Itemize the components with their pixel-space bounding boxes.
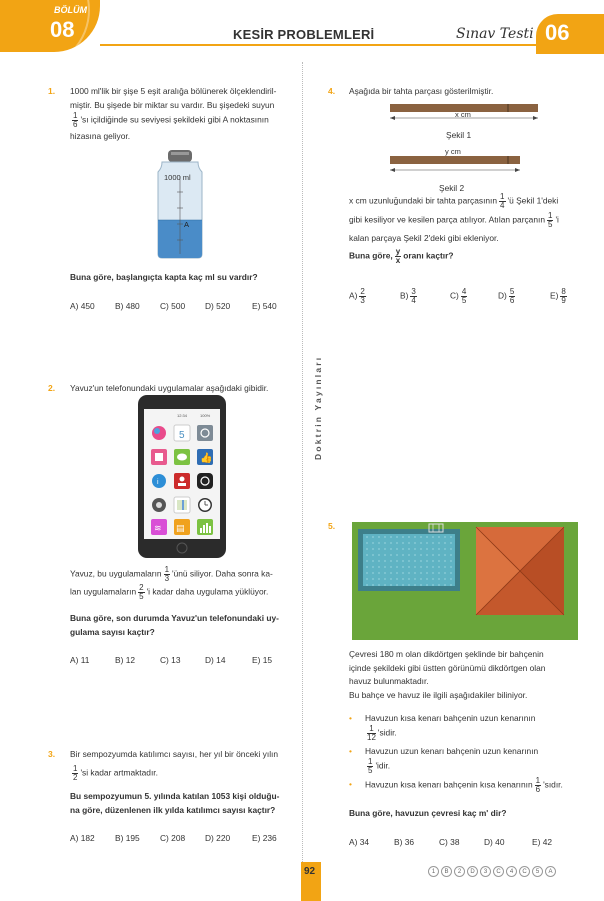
fig1-caption: Şekil 1	[446, 130, 472, 140]
svg-text:5: 5	[179, 430, 185, 441]
header-rule	[100, 44, 554, 46]
answer-key-item: 2	[454, 866, 465, 877]
option-d[interactable]: D) 40	[484, 837, 505, 847]
phone-figure	[138, 395, 226, 558]
option-a[interactable]: A) 450	[70, 301, 95, 311]
option-e[interactable]: E) 236	[252, 833, 277, 843]
svg-text:≋: ≋	[154, 524, 162, 534]
test-number: 06	[545, 20, 570, 45]
option-d[interactable]: D) $\frac{5}{6}$	[498, 287, 515, 305]
garden-pool-figure	[352, 522, 578, 640]
answer-key-item: D	[467, 866, 478, 877]
option-e[interactable]: E) $\frac{8}{9}$	[550, 287, 566, 305]
svg-text:i: i	[157, 479, 159, 486]
question-4-options	[349, 288, 569, 305]
svg-text:▤: ▤	[176, 524, 185, 534]
option-e[interactable]: E) 15	[252, 655, 273, 665]
section-label: BÖLÜM	[54, 5, 87, 15]
answer-key-item: C	[519, 866, 530, 877]
test-label: Sınav Testi	[456, 26, 534, 42]
option-d[interactable]: D) 14	[205, 655, 226, 665]
question-2-text: Yavuz, bu uygulamaların $\frac{1}{3}$ 'ünü siliyor. Daha sonra ka- lan uygulamaların $\frac{2}{5}$ 'i kadar daha uygulama yüklüyor.	[70, 565, 273, 601]
fig2-caption: Şekil 2	[439, 183, 465, 193]
question-3-text: Bir sempozyumda katılımcı sayısı, her yıl bir önceki yılın $\frac{1}{2}$ 'si kadar artmaktadır.	[70, 749, 279, 782]
question-4-intro: Aşağıda bir tahta parçası gösterilmiştir.	[349, 86, 494, 96]
answer-key-item: C	[493, 866, 504, 877]
option-e[interactable]: E) 42	[532, 837, 553, 847]
option-c[interactable]: C) 13	[160, 655, 181, 665]
column-divider	[302, 62, 303, 862]
question-1-text: 1000 ml'lik bir şişe 5 eşit aralığa bölünerek ölçeklendiril- miştir. Bu şişede bir miktar su vardır. Bu şişedeki suyun $\frac{1}{6}$ 'sı içildiğinde su seviyesi şekildeki gibi A noktasının hizasına geliyor.	[70, 86, 277, 141]
option-a[interactable]: A) 182	[70, 833, 95, 843]
section-number: 08	[50, 17, 75, 42]
option-b[interactable]: B) 12	[115, 655, 136, 665]
option-b[interactable]: B) 36	[394, 837, 415, 847]
phone-clock: 12:34	[177, 413, 188, 418]
option-b[interactable]: B) 480	[115, 301, 140, 311]
option-c[interactable]: C) 38	[439, 837, 460, 847]
info-app-icon	[152, 474, 166, 488]
question-3-prompt: Bu sempozyumun 5. yılında katılan 1053 kişi olduğu- na göre, düzenlenen ilk yılda katılımcı sayısı kaçtır?	[70, 791, 280, 815]
board-figure-2	[385, 150, 545, 180]
publisher-name: Doktrin Yayınları	[313, 355, 323, 460]
question-5-prompt: Buna göre, havuzun çevresi kaç m' dir?	[349, 808, 507, 818]
question-4-prompt: Buna göre, $\frac{y}{x}$ oranı kaçtır?	[349, 247, 454, 265]
point-a-label: A	[184, 220, 190, 229]
answer-key	[428, 866, 556, 877]
answer-key-item: 1	[428, 866, 439, 877]
option-c[interactable]: C) $\frac{4}{5}$	[450, 287, 467, 305]
question-4-text: x cm uzunluğundaki bir tahta parçasının $\frac{1}{4}$ 'ü Şekil 1'deki gibi kesiliyor ve kesilen parça atılıyor. Atılan parçanın $\frac{1}{5}$ 'i kalan parçaya Şekil 2'deki gibi ekleniyor.	[349, 192, 559, 243]
question-3-options	[70, 833, 277, 843]
option-a[interactable]: A) 11	[70, 655, 90, 665]
question-2-options	[70, 655, 272, 665]
option-b[interactable]: B) $\frac{3}{4}$	[400, 287, 416, 305]
page-number: 92	[304, 866, 316, 877]
camera-app-icon	[197, 425, 213, 441]
option-a[interactable]: A) 34	[349, 837, 370, 847]
option-c[interactable]: C) 500	[160, 301, 186, 311]
bottle-capacity-label: 1000 ml	[164, 173, 191, 182]
page-title: KESİR PROBLEMLERİ	[233, 27, 375, 42]
question-1-number: 1.	[48, 86, 56, 96]
answer-key-item: A	[545, 866, 556, 877]
answer-key-item: 4	[506, 866, 517, 877]
answer-key-item: 3	[480, 866, 491, 877]
option-b[interactable]: B) 195	[115, 833, 140, 843]
question-5-intro: Çevresi 180 m olan dikdörtgen şeklinde bir bahçenin içinde şekildeki gibi üstten görünümü dikdörtgen olan havuz bulunmaktadır. Bu bahçe ve havuz ile ilgili aşağıdakiler biliniyor.	[349, 649, 546, 700]
option-c[interactable]: C) 208	[160, 833, 186, 843]
question-2-intro: Yavuz'un telefonundaki uygulamalar aşağıdaki gibidir.	[70, 383, 269, 393]
question-2-number: 2.	[48, 383, 56, 393]
water-bottle-figure	[150, 150, 210, 260]
question-2-prompt: Buna göre, son durumda Yavuz'un telefonundaki uy- gulama sayısı kaçtır?	[70, 613, 279, 637]
question-1-options	[70, 301, 277, 311]
svg-text:👍: 👍	[200, 453, 213, 464]
fig1-dimension: x cm	[455, 110, 471, 119]
answer-key-item: B	[441, 866, 452, 877]
phone-battery: 100%	[200, 413, 211, 418]
question-5-facts: • Havuzun kısa kenarı bahçenin uzun kenarının $\frac{1}{12}$ 'sidir. • Havuzun uzun kenarı bahçenin uzun kenarının $\frac{1}{5}$ 'idir. • Havuzun kısa kenarı bahçenin kısa kenarının $\frac{1}{6}$ 'sıdır.	[349, 713, 563, 794]
option-d[interactable]: D) 220	[205, 833, 231, 843]
option-e[interactable]: E) 540	[252, 301, 277, 311]
fig2-dimension: y cm	[445, 150, 461, 156]
instagram-app-icon	[197, 473, 213, 489]
question-5-number: 5.	[328, 521, 336, 531]
question-4-number: 4.	[328, 86, 336, 96]
option-d[interactable]: D) 520	[205, 301, 231, 311]
question-3-number: 3.	[48, 749, 56, 759]
question-5-options	[349, 837, 552, 847]
answer-key-item: 5	[532, 866, 543, 877]
question-1-prompt: Buna göre, başlangıçta kapta kaç ml su vardır?	[70, 272, 258, 282]
option-a[interactable]: A) $\frac{2}{3}$	[349, 287, 365, 305]
